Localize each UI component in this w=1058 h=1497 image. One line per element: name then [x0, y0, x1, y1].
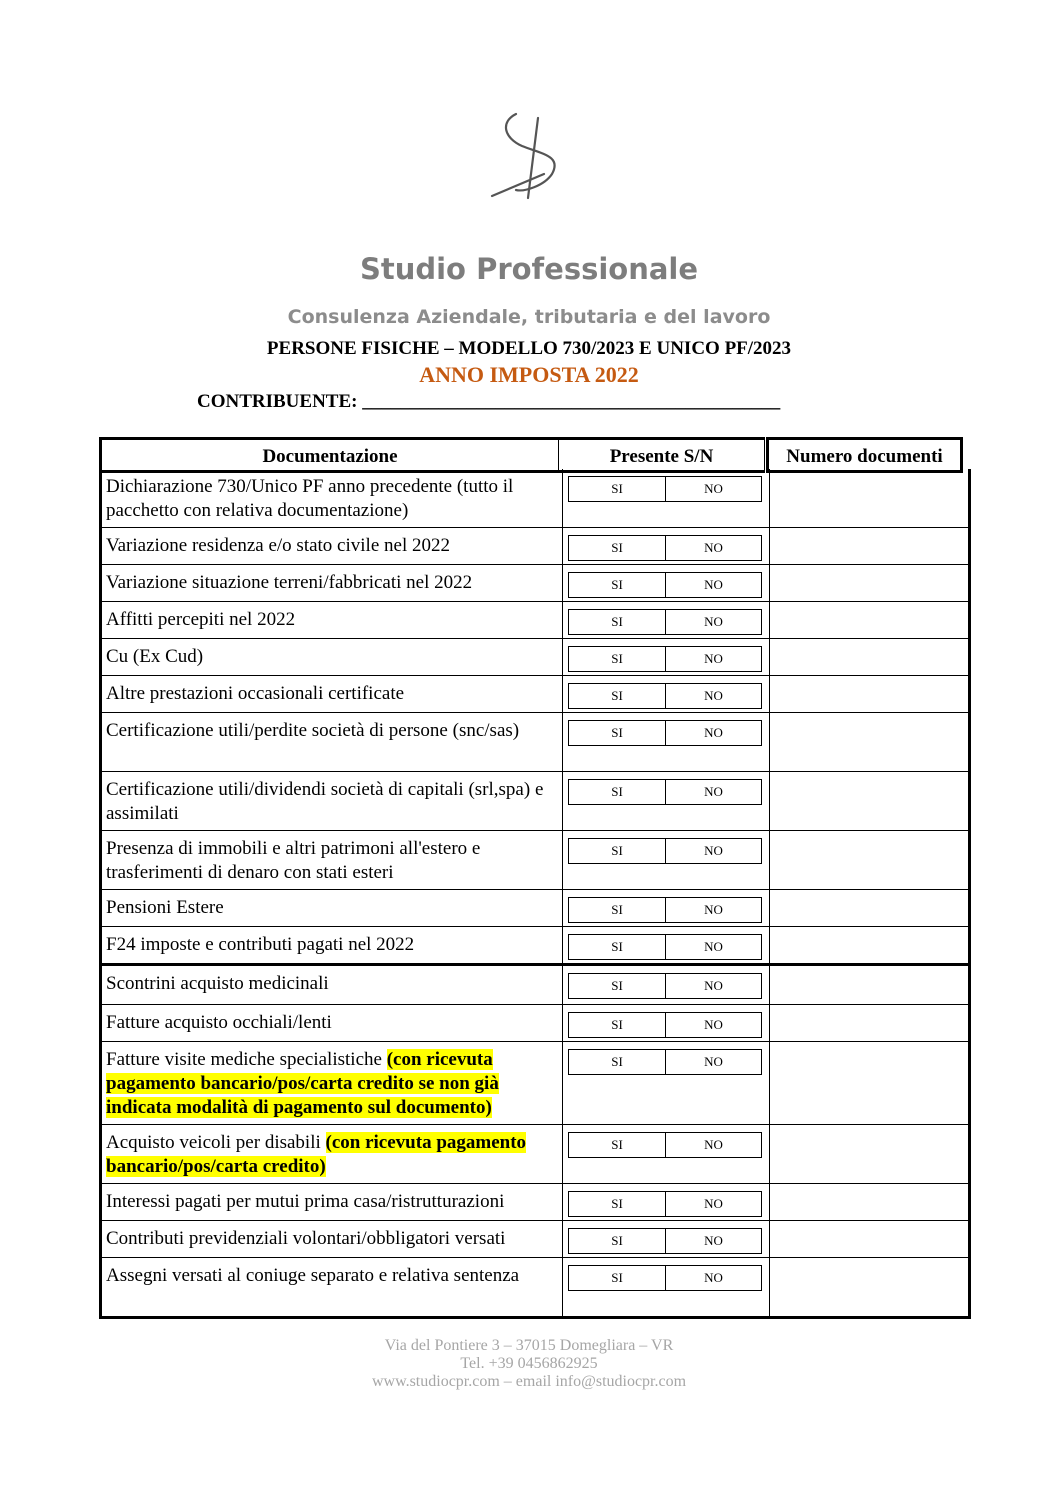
presente-cell: [562, 1184, 770, 1220]
si-option[interactable]: SI: [569, 721, 666, 745]
presente-cell: [562, 639, 770, 675]
si-option[interactable]: SI: [569, 477, 666, 501]
table-row: [102, 1125, 968, 1184]
numero-documenti-cell[interactable]: [770, 565, 968, 601]
si-no-box: [568, 1132, 762, 1158]
table-row: [102, 964, 968, 1005]
table-row: [102, 1184, 968, 1221]
presente-cell: [562, 927, 770, 963]
no-option[interactable]: NO: [704, 540, 723, 555]
document-label-cell: [102, 1221, 563, 1257]
header-presente: Presente S/N: [559, 437, 765, 473]
si-no-box: [568, 720, 762, 746]
document-label: Presenza di immobili e altri patrimoni all'estero e trasferimenti di denaro con stati esteri: [106, 838, 481, 883]
document-label-cell: [102, 713, 563, 771]
presente-cell: [562, 1125, 770, 1183]
no-option[interactable]: NO: [704, 978, 723, 993]
document-label-cell: [102, 927, 563, 963]
si-option[interactable]: SI: [569, 1133, 666, 1157]
numero-documenti-cell[interactable]: [770, 602, 968, 638]
document-label: Certificazione utili/perdite società di persone (snc/sas): [106, 720, 520, 741]
numero-documenti-cell[interactable]: [770, 890, 968, 926]
si-no-box: [568, 683, 762, 709]
table-row: [102, 1221, 968, 1258]
table-row: [102, 927, 968, 964]
presente-cell: [562, 1258, 770, 1316]
presente-cell: [562, 713, 770, 771]
table-row: [102, 602, 968, 639]
documentation-table: [99, 437, 971, 1319]
si-no-box: [568, 934, 762, 960]
document-label-cell: [102, 639, 563, 675]
footer-phone: Tel. +39 0456862925: [460, 1355, 598, 1372]
no-option[interactable]: NO: [704, 939, 723, 954]
table-row: [102, 831, 968, 890]
no-option[interactable]: NO: [704, 614, 723, 629]
numero-documenti-cell[interactable]: [770, 1042, 968, 1124]
presente-cell: [562, 890, 770, 926]
si-option[interactable]: SI: [569, 647, 666, 671]
document-label: Fatture acquisto occhiali/lenti: [106, 1012, 332, 1033]
document-title: PERSONE FISICHE – MODELLO 730/2023 E UNICO PF/2023: [266, 338, 792, 359]
si-option[interactable]: SI: [569, 898, 666, 922]
numero-documenti-cell[interactable]: [770, 966, 968, 1004]
numero-documenti-cell[interactable]: [770, 772, 968, 830]
contribuente-field[interactable]: CONTRIBUENTE: ____________________________________________: [197, 391, 781, 412]
document-label-cell: [102, 772, 563, 830]
presente-cell: [562, 772, 770, 830]
table-row: [102, 713, 968, 772]
si-option[interactable]: SI: [569, 684, 666, 708]
table-body: [99, 469, 971, 1319]
studio-title: Studio Professionale: [359, 252, 699, 286]
si-no-box: [568, 1191, 762, 1217]
si-option[interactable]: SI: [569, 839, 666, 863]
numero-documenti-cell[interactable]: [770, 1221, 968, 1257]
document-label-cell: [102, 1005, 563, 1041]
si-option[interactable]: SI: [569, 536, 666, 560]
presente-cell: [562, 676, 770, 712]
footer: [0, 1337, 1058, 1391]
no-option[interactable]: NO: [704, 1137, 723, 1152]
table-row: [102, 469, 968, 528]
payment-note: (con ricevuta pagamento bancario/pos/carta credito se non già indicata modalità di pagamento sul documento): [106, 1049, 499, 1118]
table-row: [102, 890, 968, 927]
document-label-cell: [102, 890, 563, 926]
document-label-cell: [102, 1125, 563, 1183]
document-label-cell: [102, 528, 563, 564]
numero-documenti-cell[interactable]: [770, 713, 968, 771]
si-no-box: [568, 973, 762, 999]
no-option[interactable]: NO: [704, 1054, 723, 1069]
si-no-box: [568, 609, 762, 635]
no-option[interactable]: NO: [704, 481, 723, 496]
document-label: Interessi pagati per mutui prima casa/ristrutturazioni: [106, 1191, 505, 1212]
no-option[interactable]: NO: [704, 651, 723, 666]
document-label-cell: [102, 602, 563, 638]
numero-documenti-cell[interactable]: [770, 831, 968, 889]
table-row: [102, 528, 968, 565]
no-option[interactable]: NO: [704, 1233, 723, 1248]
document-label-cell: [102, 1258, 563, 1316]
presente-cell: [562, 1005, 770, 1041]
document-label: Altre prestazioni occasionali certificate: [106, 683, 405, 704]
table-row: [102, 1042, 968, 1125]
table-row: [102, 1258, 968, 1317]
si-no-box: [568, 779, 762, 805]
no-option[interactable]: NO: [704, 1270, 723, 1285]
numero-documenti-cell[interactable]: [770, 1184, 968, 1220]
tax-year-title: ANNO IMPOSTA 2022: [419, 362, 639, 387]
document-label: Dichiarazione 730/Unico PF anno precedente (tutto il pacchetto con relativa documentazione): [106, 476, 514, 521]
presente-cell: [562, 528, 770, 564]
document-label: Acquisto veicoli per disabili: [106, 1132, 321, 1153]
document-label-cell: [102, 966, 563, 1004]
si-option[interactable]: SI: [569, 1229, 666, 1253]
studio-subtitle: Consulenza Aziendale, tributaria e del lavoro: [287, 306, 771, 328]
si-option[interactable]: SI: [569, 974, 666, 998]
si-no-box: [568, 838, 762, 864]
no-option[interactable]: NO: [704, 1196, 723, 1211]
no-option[interactable]: NO: [704, 784, 723, 799]
presente-cell: [562, 1042, 770, 1124]
no-option[interactable]: NO: [704, 725, 723, 740]
table-row: [102, 676, 968, 713]
footer-web: www.studiocpr.com – email info@studiocpr.com: [371, 1373, 687, 1390]
payment-note: (con ricevuta pagamento bancario/pos/carta credito): [106, 1132, 527, 1177]
document-label: Variazione situazione terreni/fabbricati nel 2022: [106, 572, 473, 593]
document-label-cell: [102, 676, 563, 712]
no-option[interactable]: NO: [704, 688, 723, 703]
header-numero-documenti: Numero documenti: [766, 437, 963, 473]
document-label: Cu (Ex Cud): [106, 646, 204, 667]
document-label: Certificazione utili/dividendi società di capitali (srl,spa) e assimilati: [106, 779, 544, 824]
numero-documenti-cell[interactable]: [770, 639, 968, 675]
document-label-cell: [102, 831, 563, 889]
document-label: Contributi previdenziali volontari/obbligatori versati: [106, 1228, 506, 1249]
si-no-box: [568, 535, 762, 561]
presente-cell: [562, 831, 770, 889]
document-label-cell: [102, 565, 563, 601]
numero-documenti-cell[interactable]: [770, 469, 968, 527]
si-option[interactable]: SI: [569, 1050, 666, 1074]
document-label-cell: [102, 1042, 563, 1124]
si-option[interactable]: SI: [569, 1013, 666, 1037]
table-row: [102, 639, 968, 676]
document-label: Assegni versati al coniuge separato e relativa sentenza: [106, 1265, 520, 1286]
numero-documenti-cell[interactable]: [770, 1125, 968, 1183]
no-option[interactable]: NO: [704, 577, 723, 592]
document-label-cell: [102, 1184, 563, 1220]
footer-address: Via del Pontiere 3 – 37015 Domegliara – VR: [384, 1337, 674, 1354]
si-option[interactable]: SI: [569, 573, 666, 597]
presente-cell: [562, 565, 770, 601]
si-option[interactable]: SI: [569, 935, 666, 959]
document-label: F24 imposte e contributi pagati nel 2022: [106, 934, 415, 955]
document-label: Affitti percepiti nel 2022: [106, 609, 296, 630]
presente-cell: [562, 966, 770, 1004]
document-label: Pensioni Estere: [106, 897, 224, 918]
si-option[interactable]: SI: [569, 1192, 666, 1216]
si-no-box: [568, 1049, 762, 1075]
si-option[interactable]: SI: [569, 780, 666, 804]
si-option[interactable]: SI: [569, 1266, 666, 1290]
table-row: [102, 565, 968, 602]
numero-documenti-cell[interactable]: [770, 676, 968, 712]
no-option[interactable]: NO: [704, 843, 723, 858]
presente-cell: [562, 469, 770, 527]
document-label: Scontrini acquisto medicinali: [106, 973, 329, 994]
no-option[interactable]: NO: [704, 902, 723, 917]
no-option[interactable]: NO: [704, 1017, 723, 1032]
si-no-box: [568, 1265, 762, 1291]
header-documentazione: Documentazione: [99, 437, 559, 473]
table-row: [102, 772, 968, 831]
si-no-box: [568, 646, 762, 672]
numero-documenti-cell[interactable]: [770, 927, 968, 963]
presente-cell: [562, 1221, 770, 1257]
si-no-box: [568, 476, 762, 502]
studio-logo: [488, 112, 572, 200]
si-no-box: [568, 1228, 762, 1254]
document-label-cell: [102, 469, 563, 527]
si-no-box: [568, 897, 762, 923]
table-header: [99, 437, 971, 469]
document-label: Variazione residenza e/o stato civile nel 2022: [106, 535, 450, 556]
document-label: Fatture visite mediche specialistiche: [106, 1049, 382, 1070]
numero-documenti-cell[interactable]: [770, 528, 968, 564]
numero-documenti-cell[interactable]: [770, 1258, 968, 1316]
numero-documenti-cell[interactable]: [770, 1005, 968, 1041]
si-no-box: [568, 572, 762, 598]
si-option[interactable]: SI: [569, 610, 666, 634]
presente-cell: [562, 602, 770, 638]
si-no-box: [568, 1012, 762, 1038]
table-row: [102, 1005, 968, 1042]
